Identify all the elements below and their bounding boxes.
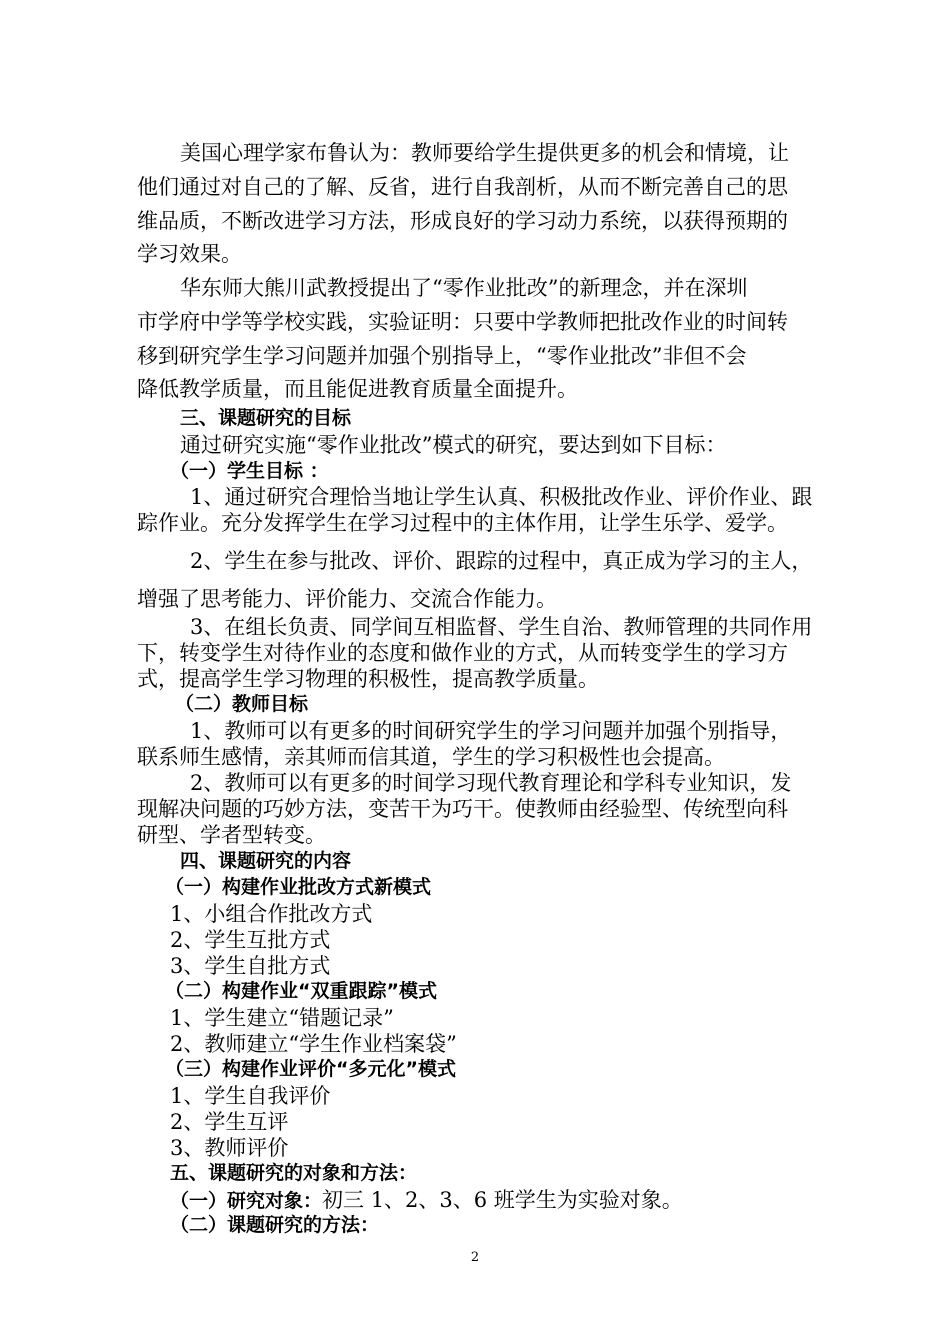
paragraph-line: 下，转变学生对待作业的态度和做作业的方式，从而转变学生的学习方 (137, 641, 788, 665)
list-item: 1、学生建立“错题记录” (170, 1006, 394, 1030)
research-object-text: 初三 1、2、3、6 班学生为实验对象。 (322, 1188, 683, 1212)
section-heading: 五、课题研究的对象和方法： (170, 1162, 418, 1184)
paragraph-line: 踪作业。充分发挥学生在学习过程中的主体作用，让学生乐学、爱学。 (137, 511, 788, 535)
subsection-heading: （二）构建作业“双重跟踪”模式 (165, 980, 437, 1002)
page-number: 2 (470, 1250, 480, 1265)
list-item: 1、学生自我评价 (170, 1084, 331, 1108)
subsection-heading: （一）构建作业批改方式新模式 (165, 876, 432, 898)
list-item: 3、教师评价 (170, 1136, 289, 1160)
paragraph-line: 2、学生在参与批改、评价、跟踪的过程中，真正成为学习的主人， (190, 549, 813, 573)
section-heading: 四、课题研究的内容 (180, 850, 352, 872)
paragraph-line: 增强了思考能力、评价能力、交流合作能力。 (137, 587, 557, 611)
list-item: 1、小组合作批改方式 (170, 902, 373, 926)
list-item: 2、学生互评 (170, 1110, 289, 1134)
list-item: 2、教师建立“学生作业档案袋” (170, 1032, 457, 1056)
paragraph-line: 美国心理学家布鲁认为：教师要给学生提供更多的机会和情境，让 (180, 141, 789, 165)
subsection-heading: （二）教师目标 (175, 693, 309, 715)
paragraph-line: 2、教师可以有更多的时间学习现代教育理论和学科专业知识，发 (190, 771, 792, 795)
paragraph-line: 他们通过对自己的了解、反省，进行自我剖析，从而不断完善自己的思 (137, 175, 788, 199)
list-item: 3、学生自批方式 (170, 954, 331, 978)
paragraph-line: 现解决问题的巧妙方法，变苦干为巧干。使教师由经验型、传统型向科 (137, 797, 788, 821)
paragraph-line: 研型、学者型转变。 (137, 823, 326, 847)
paragraph-line: 市学府中学等学校实践，实验证明：只要中学教师把批改作业的时间转 (137, 310, 788, 334)
subsection-heading: （一）学生目标 ： (170, 460, 329, 482)
paragraph-line: 降低教学质量，而且能促进教育质量全面提升。 (137, 377, 578, 401)
paragraph-line: 联系师生感情，亲其师而信其道，学生的学习积极性也会提高。 (137, 745, 725, 769)
research-object-line (170, 1190, 683, 1211)
paragraph-line: 通过研究实施“零作业批改”模式的研究，要达到如下目标： (180, 433, 727, 457)
subsection-heading: （三）构建作业评价“多元化”模式 (165, 1058, 456, 1080)
paragraph-line: 1、教师可以有更多的时间研究学生的学习问题并加强个别指导， (190, 719, 792, 743)
paragraph-line: 移到研究学生学习问题并加强个别指导上，“零作业批改”非但不会 (137, 344, 747, 368)
paragraph-line: 维品质，不断改进学习方法，形成良好的学习动力系统，以获得预期的 (137, 209, 788, 233)
paragraph-line: 3、在组长负责、同学间互相监督、学生自治、教师管理的共同作用 (190, 615, 813, 639)
paragraph-line: 1、通过研究合理恰当地让学生认真、积极批改作业、评价作业、跟 (190, 485, 813, 509)
subsection-heading: （二）课题研究的方法： (170, 1214, 380, 1236)
list-item: 2、学生互批方式 (170, 928, 331, 952)
paragraph-line: 式，提高学生学习物理的积极性，提高教学质量。 (137, 667, 599, 691)
paragraph-line: 华东师大熊川武教授提出了“零作业批改”的新理念，并在深圳 (180, 276, 748, 300)
paragraph-line: 学习效果。 (137, 242, 242, 266)
research-object-label: （一）研究对象： (170, 1190, 323, 1212)
section-heading: 三、课题研究的目标 (180, 407, 352, 429)
